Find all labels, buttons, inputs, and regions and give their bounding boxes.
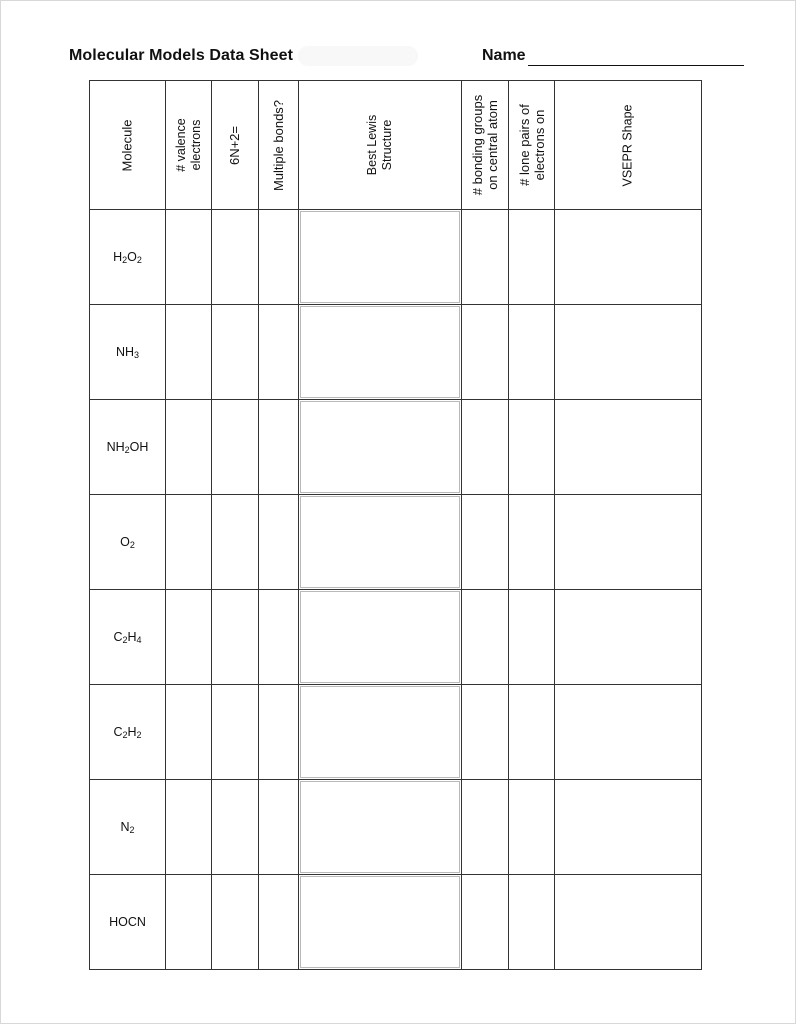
molecule-cell <box>90 875 166 970</box>
bonding-groups-cell[interactable] <box>462 210 509 305</box>
bonding-groups-cell[interactable] <box>462 590 509 685</box>
lewis-drawing-box[interactable] <box>300 876 460 968</box>
lewis-structure-cell[interactable] <box>299 875 462 970</box>
table-row <box>90 495 702 590</box>
col-header-valence <box>166 81 212 210</box>
formula-part: HOCN <box>109 915 146 929</box>
molecule-formula <box>116 345 139 359</box>
molecule-formula <box>120 535 135 549</box>
formula-subscript: 2 <box>136 730 142 740</box>
lewis-structure-cell[interactable] <box>299 305 462 400</box>
lewis-drawing-box[interactable] <box>300 496 460 588</box>
data-table <box>89 80 702 970</box>
lone-pairs-cell[interactable] <box>509 400 555 495</box>
valence-cell[interactable] <box>166 305 212 400</box>
col-header-molecule <box>90 81 166 210</box>
col-header-line1: Molecule <box>120 118 135 172</box>
lewis-drawing-box[interactable] <box>300 401 460 493</box>
molecule-cell <box>90 685 166 780</box>
molecule-cell <box>90 590 166 685</box>
page-title: Molecular Models Data Sheet <box>69 47 294 64</box>
name-label: Name <box>482 47 526 64</box>
bonding-groups-cell[interactable] <box>462 685 509 780</box>
lone-pairs-cell[interactable] <box>509 685 555 780</box>
bonding-groups-cell[interactable] <box>462 875 509 970</box>
header-row <box>90 81 702 210</box>
col-header-line1: # valence <box>173 118 188 172</box>
valence-cell[interactable] <box>166 780 212 875</box>
molecule-formula <box>109 915 146 929</box>
valence-cell[interactable] <box>166 685 212 780</box>
multiple-bonds-cell[interactable] <box>259 685 299 780</box>
name-input-line[interactable] <box>528 65 744 66</box>
vsepr-shape-cell[interactable] <box>555 780 702 875</box>
lewis-structure-cell[interactable] <box>299 210 462 305</box>
lewis-structure-cell[interactable] <box>299 780 462 875</box>
valence-cell[interactable] <box>166 875 212 970</box>
multiple-bonds-cell[interactable] <box>259 495 299 590</box>
formula-subscript: 2 <box>129 825 135 835</box>
molecule-formula <box>113 630 141 644</box>
molecule-cell <box>90 210 166 305</box>
formula-subscript: 2 <box>136 255 142 265</box>
col-header-lone-pairs <box>509 81 555 210</box>
multiple-bonds-cell[interactable] <box>259 210 299 305</box>
molecule-cell <box>90 305 166 400</box>
col-header-line2: electrons <box>188 119 203 171</box>
col-header-multiple-bonds <box>259 81 299 210</box>
molecule-formula <box>113 250 142 264</box>
molecule-formula <box>113 725 141 739</box>
six-n-plus-two-cell[interactable] <box>212 305 259 400</box>
bonding-groups-cell[interactable] <box>462 400 509 495</box>
col-header-line1: Multiple bonds? <box>271 99 286 191</box>
multiple-bonds-cell[interactable] <box>259 590 299 685</box>
col-header-lewis <box>299 81 462 210</box>
vsepr-shape-cell[interactable] <box>555 305 702 400</box>
lone-pairs-cell[interactable] <box>509 875 555 970</box>
six-n-plus-two-cell[interactable] <box>212 685 259 780</box>
lone-pairs-cell[interactable] <box>509 305 555 400</box>
vsepr-shape-cell[interactable] <box>555 495 702 590</box>
formula-subscript: 4 <box>136 635 142 645</box>
lewis-drawing-box[interactable] <box>300 306 460 398</box>
multiple-bonds-cell[interactable] <box>259 400 299 495</box>
molecule-cell <box>90 495 166 590</box>
col-header-line1: Best Lewis <box>364 114 379 176</box>
col-header-line2: Structure <box>379 119 394 171</box>
lewis-structure-cell[interactable] <box>299 685 462 780</box>
scan-smudge <box>298 46 418 66</box>
multiple-bonds-cell[interactable] <box>259 305 299 400</box>
col-header-line1: 6N+2= <box>227 125 243 165</box>
vsepr-shape-cell[interactable] <box>555 400 702 495</box>
formula-part: NH <box>106 440 125 454</box>
vsepr-shape-cell[interactable] <box>555 590 702 685</box>
vsepr-shape-cell[interactable] <box>555 210 702 305</box>
formula-subscript: 3 <box>134 350 140 360</box>
six-n-plus-two-cell[interactable] <box>212 590 259 685</box>
formula-subscript: 2 <box>122 255 128 265</box>
six-n-plus-two-cell[interactable] <box>212 210 259 305</box>
col-header-vsepr <box>555 81 702 210</box>
col-header-line2: on central atom <box>485 100 501 190</box>
table-row <box>90 400 702 495</box>
formula-part: H <box>127 725 137 739</box>
valence-cell[interactable] <box>166 495 212 590</box>
formula-part: C <box>113 725 123 739</box>
lewis-structure-cell[interactable] <box>299 400 462 495</box>
lone-pairs-cell[interactable] <box>509 780 555 875</box>
molecule-formula <box>107 440 149 454</box>
bonding-groups-cell[interactable] <box>462 780 509 875</box>
table-row <box>90 875 702 970</box>
formula-part: OH <box>129 440 149 454</box>
formula-part: O <box>120 535 130 549</box>
multiple-bonds-cell[interactable] <box>259 875 299 970</box>
lewis-drawing-box[interactable] <box>300 781 460 873</box>
formula-part: N <box>120 820 130 834</box>
formula-subscript: 2 <box>122 635 128 645</box>
lewis-drawing-box[interactable] <box>300 211 460 303</box>
lewis-drawing-box[interactable] <box>300 686 460 778</box>
col-header-6n2 <box>212 81 259 210</box>
valence-cell[interactable] <box>166 590 212 685</box>
molecule-cell <box>90 400 166 495</box>
formula-subscript: 2 <box>122 730 128 740</box>
multiple-bonds-cell[interactable] <box>259 780 299 875</box>
table-row <box>90 305 702 400</box>
lewis-structure-cell[interactable] <box>299 590 462 685</box>
valence-cell[interactable] <box>166 210 212 305</box>
formula-part: H <box>113 250 123 264</box>
lewis-structure-cell[interactable] <box>299 495 462 590</box>
vsepr-shape-cell[interactable] <box>555 875 702 970</box>
six-n-plus-two-cell[interactable] <box>212 400 259 495</box>
formula-part: H <box>127 630 137 644</box>
bonding-groups-cell[interactable] <box>462 495 509 590</box>
col-header-line1: # lone pairs of <box>516 104 532 186</box>
formula-part: O <box>127 250 137 264</box>
lone-pairs-cell[interactable] <box>509 590 555 685</box>
col-header-line1: # bonding groups <box>470 94 486 196</box>
lewis-drawing-box[interactable] <box>300 591 460 683</box>
six-n-plus-two-cell[interactable] <box>212 780 259 875</box>
formula-subscript: 2 <box>124 445 130 455</box>
lone-pairs-cell[interactable] <box>509 210 555 305</box>
formula-subscript: 2 <box>129 540 135 550</box>
col-header-line2: electrons on <box>531 109 547 181</box>
formula-part: C <box>113 630 123 644</box>
vsepr-shape-cell[interactable] <box>555 685 702 780</box>
table-row <box>90 685 702 780</box>
lone-pairs-cell[interactable] <box>509 495 555 590</box>
valence-cell[interactable] <box>166 400 212 495</box>
molecule-cell <box>90 780 166 875</box>
col-header-bonding-groups <box>462 81 509 210</box>
bonding-groups-cell[interactable] <box>462 305 509 400</box>
molecule-formula <box>120 820 134 834</box>
table-row <box>90 780 702 875</box>
six-n-plus-two-cell[interactable] <box>212 495 259 590</box>
six-n-plus-two-cell[interactable] <box>212 875 259 970</box>
table-row <box>90 210 702 305</box>
formula-part: NH <box>115 345 135 359</box>
table-row <box>90 590 702 685</box>
col-header-line1: VSEPR Shape <box>620 104 635 186</box>
